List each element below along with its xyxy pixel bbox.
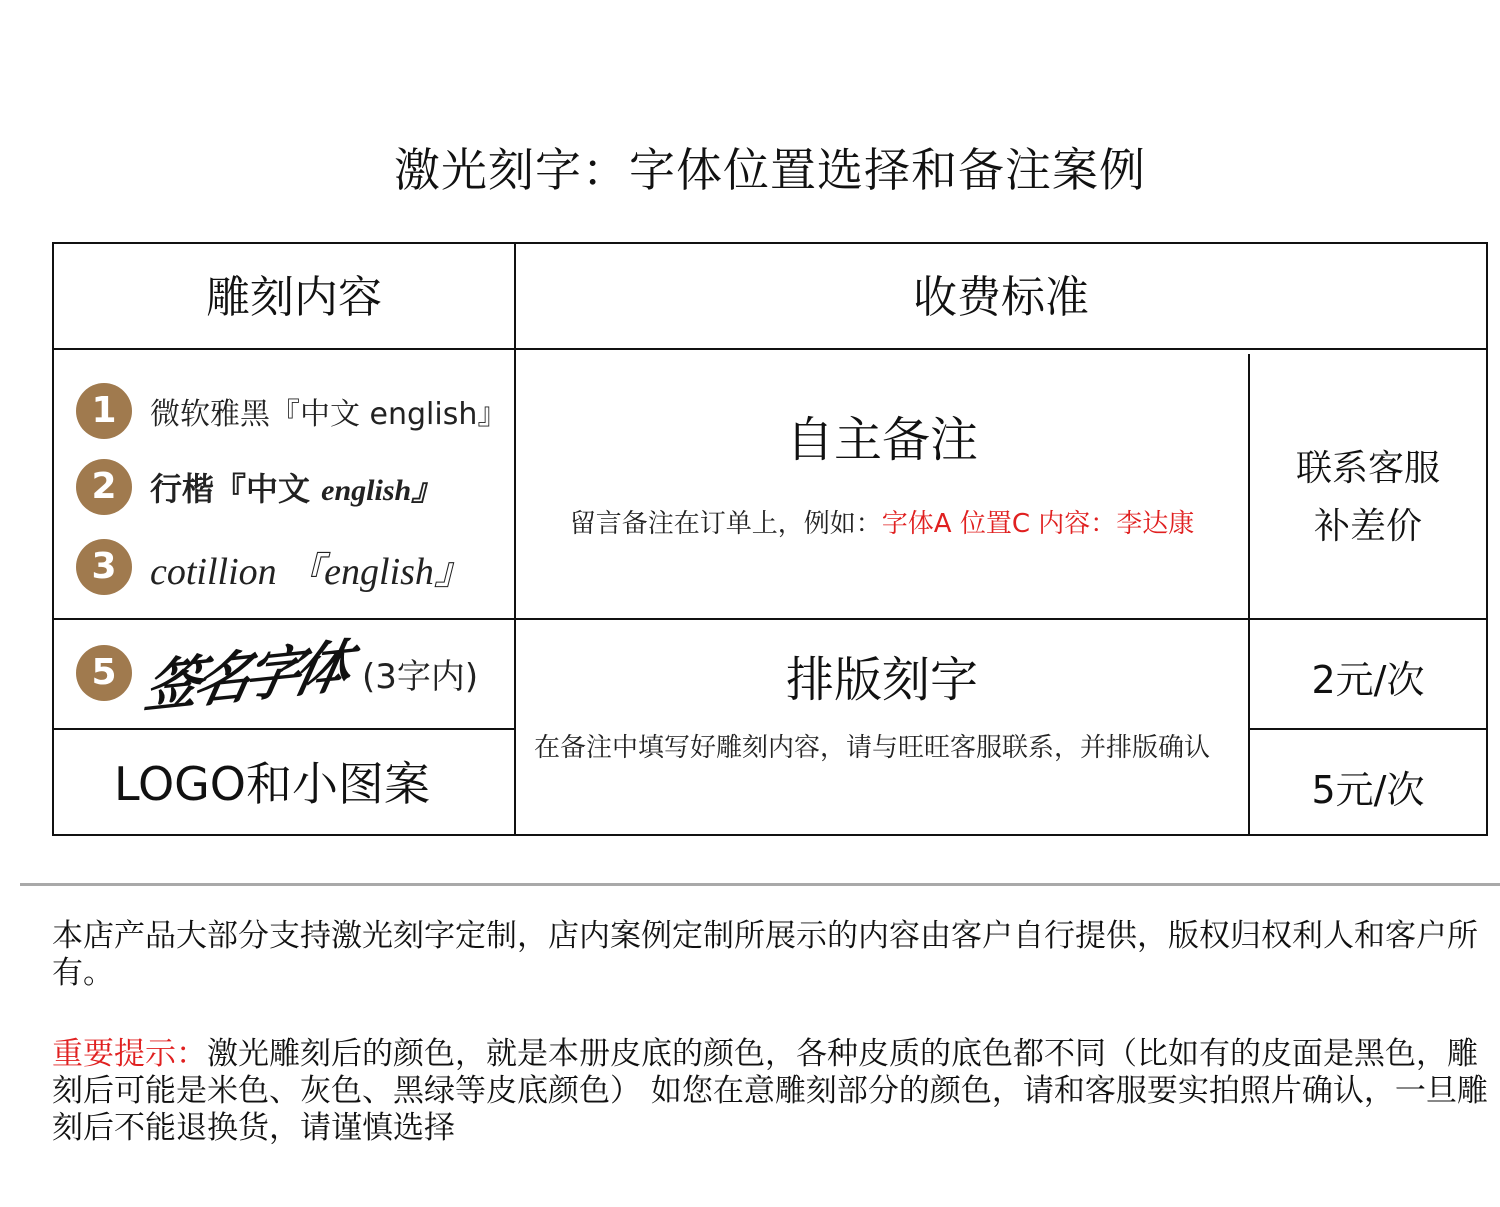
contact-service-note: 联系客服 补差价 (1295, 448, 1440, 547)
number-badge: 5 (76, 645, 132, 701)
font-sample-xingkai: 行楷『中文 english』 (150, 470, 442, 508)
signature-limit: (3字内) (362, 656, 479, 697)
font-option-3 (76, 538, 472, 596)
header-pricing: 收费标准 (913, 272, 1089, 323)
layout-engrave-heading: 排版刻字 (785, 652, 978, 708)
font-sample-cotillion: cotillion 『english』 (150, 550, 472, 593)
font-option-signature (76, 635, 479, 721)
signature-sample: 签名字体 (138, 635, 352, 721)
logo-pattern-label: LOGO和小图案 (113, 757, 431, 811)
price-signature: 2元/次 (1311, 658, 1425, 702)
font-option-2 (76, 458, 441, 516)
row-divider-1 (54, 618, 1486, 620)
self-note-heading: 自主备注 (785, 412, 978, 468)
header-engrave-content: 雕刻内容 (206, 272, 382, 323)
pricing-table (52, 242, 1488, 836)
price-logo: 5元/次 (1311, 768, 1425, 812)
row-divider-2-left (54, 728, 514, 730)
number-badge: 2 (76, 459, 132, 515)
section-separator (20, 883, 1500, 886)
header-divider (54, 348, 1486, 350)
font-sample-yahei: 微软雅黑『中文 english』 (150, 397, 508, 432)
font-option-1 (76, 382, 507, 440)
important-notice-label: 重要提示： (52, 1036, 207, 1072)
number-badge: 1 (76, 383, 132, 439)
row-divider-2-right (1248, 728, 1486, 730)
self-note-example: 字体A 位置C 内容：李达康 (881, 509, 1195, 539)
page-title: 激光刻字：字体位置选择和备注案例 (394, 143, 1146, 197)
important-notice: 重要提示：激光雕刻后的颜色，就是本册皮底的颜色，各种皮质的底色都不同（比如有的皮面是黑色，雕刻后可能是米色、灰色、黑绿等皮底颜色） 如您在意雕刻部分的颜色，请和客服要实拍照片确认，一旦雕刻后不能退换货，请谨慎选择 (52, 1036, 1488, 1146)
layout-engrave-description: 在备注中填写好雕刻内容，请与旺旺客服联系，并排版确认 (534, 733, 1211, 763)
copyright-notice: 本店产品大部分支持激光刻字定制，店内案例定制所展示的内容由客户自行提供，版权归权利人和客户所有。 (52, 918, 1478, 991)
number-badge: 3 (76, 539, 132, 595)
self-note-description: 留言备注在订单上，例如：字体A 位置C 内容：李达康 (569, 509, 1195, 539)
